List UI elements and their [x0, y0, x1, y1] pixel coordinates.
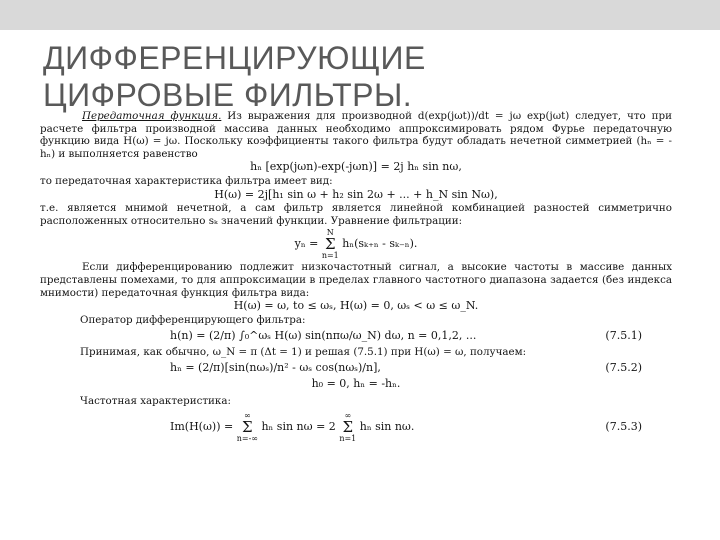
- equation-lhs: Im(H(ω)) =: [170, 419, 234, 433]
- sum-upper-limit: N: [326, 228, 334, 238]
- equation-transfer-char: H(ω) = 2j[h₁ sin ω + h₂ sin 2ω + ... + h_N sin Nω),: [214, 187, 498, 201]
- sum-lower-limit: n=-∞: [236, 433, 258, 443]
- section-heading: Передаточная функция.: [82, 110, 222, 122]
- equation-coefficients: [40, 362, 672, 375]
- paragraph-taking-usual: Принимая, как обычно, ω_N = π (Δt = 1) и решая (7.5.1) при H(ω) = ω, получаем:: [80, 346, 527, 359]
- sum-upper-limit: ∞: [344, 410, 352, 420]
- equation-zero-coef: h₀ = 0, hₙ = -hₙ.: [311, 376, 401, 390]
- equation-odd-symmetry: hₙ [exp(jωn)-exp(-jωn)] = 2j hₙ sin nω,: [250, 160, 462, 174]
- paragraph-transfer-char: то передаточная характеристика фильтра имеет вид:: [40, 174, 333, 187]
- equation-middle: hₙ sin nω = 2: [261, 419, 336, 433]
- equation-frequency-response: [40, 411, 672, 443]
- equation-number: (7.5.2): [605, 360, 642, 374]
- paragraph-text: Из выражения для производной d(exp(jωt))/dt = jω exp(jωt) следует, что при расчете фильтра производной массива данных необходимо аппроксимировать рядом Фурье передаточную функцию вида H(ω) = jω. Поскольку коэффициенты такого фильтра будут обладать нечетной симметрией (hₙ = -hₙ) и выполняется равенство: [40, 110, 672, 160]
- sum-symbol: ∞ Σ n=-∞: [236, 410, 258, 443]
- equation-rhs: hₙ(sₖ₊ₙ - sₖ₋ₙ).: [342, 237, 418, 251]
- document-scan: [40, 110, 672, 535]
- equation-body: h(n) = (2/π) ∫₀^ωₛ H(ω) sin(nπω/ω_N) dω, n = 0,1,2, ...: [170, 329, 477, 343]
- sum-symbol: N Σ n=1: [321, 228, 339, 261]
- equation-filtering: [40, 228, 672, 260]
- label-operator: Оператор дифференцирующего фильтра:: [80, 313, 306, 326]
- equation-rhs: hₙ sin nω.: [359, 419, 415, 433]
- slide-title: ДИФФЕРЕНЦИРУЮЩИЕ ЦИФРОВЫЕ ФИЛЬТРЫ.: [43, 40, 426, 113]
- equation-target-response: H(ω) = ω, to ≤ ωₛ, H(ω) = 0, ωₛ < ω ≤ ω_N.: [233, 299, 479, 313]
- sum-lower-limit: n=1: [321, 251, 339, 261]
- equation-lhs: yₙ =: [294, 237, 319, 251]
- sum-upper-limit: ∞: [244, 410, 251, 420]
- paragraph-transfer-function: [40, 110, 672, 160]
- equation-number: (7.5.3): [605, 419, 642, 433]
- paragraph-imaginary-odd: т.е. является мнимой нечетной, а сам фильтр является линейной комбинацией разностей симметрично расположенных относительно sₖ значений функции. Уравнение фильтрации:: [40, 202, 672, 227]
- equation-number: (7.5.1): [605, 329, 642, 343]
- equation-operator: [40, 329, 672, 343]
- sum-symbol: ∞ Σ n=1: [339, 410, 357, 443]
- sum-lower-limit: n=1: [339, 433, 357, 443]
- equation-body: hₙ = (2/π)[sin(nωₛ)/n² - ωₛ cos(nωₛ)/n],: [170, 360, 381, 374]
- paragraph-low-frequency: Если дифференцированию подлежит низкочастотный сигнал, а высокие частоты в массиве данных представлены помехами, то для аппроксимации в пределах главного частотного диапазона задается (без индекса мнимости) передаточная функция фильтра вида:: [40, 261, 672, 299]
- slide-top-bar: [0, 0, 720, 30]
- label-frequency-char: Частотная характеристика:: [80, 395, 231, 408]
